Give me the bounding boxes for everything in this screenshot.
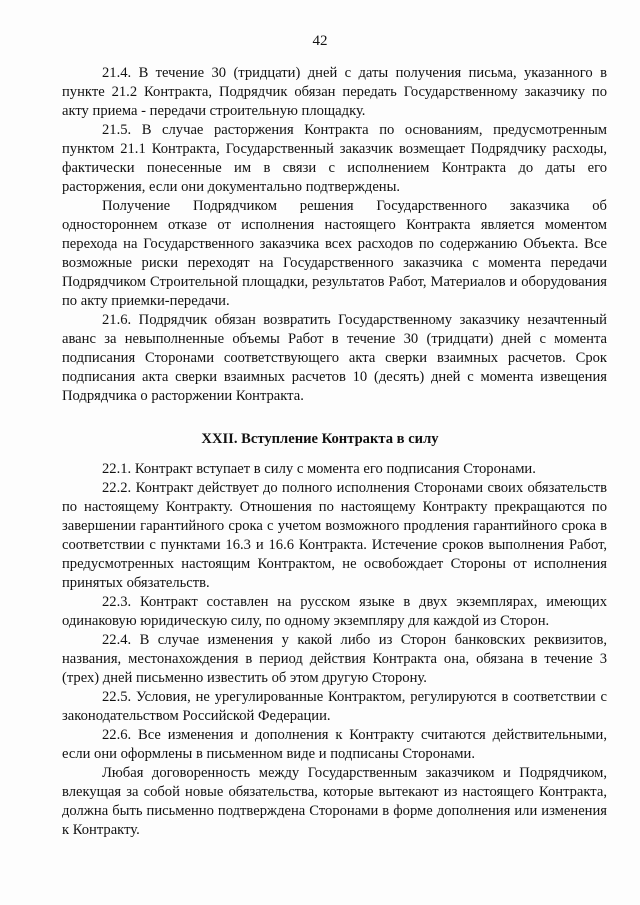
paragraph-22-2: 22.2. Контракт действует до полного исполнения Сторонами своих обязательств по настоящему Контракту. Отношения по настоящему Контракту прекращаются по завершении гарантийного срока с учетом возможного продления гарантийного срока в соответствии с пунктами 16.3 и 16.6 Контракта. Истечение сроков выполнения Работ, предусмотренных настоящим Контрактом, не освобождает Стороны от исполнения принятых обязательств. [62, 480, 607, 591]
section-22-body [62, 460, 607, 840]
section-21-body [62, 64, 607, 406]
paragraph-22-1: 22.1. Контракт вступает в силу с момента его подписания Сторонами. [102, 461, 536, 477]
paragraph-21-6: 21.6. Подрядчик обязан возвратить Государственному заказчику незачтенный аванс за невыполненные объемы Работ в течение 30 (тридцати) дней с момента подписания Сторонами соответствующего акта сверки взаимных расчетов. Срок подписания акта сверки взаимных расчетов 10 (десять) дней с момента извещения Подрядчика о расторжении Контракта. [62, 312, 607, 404]
paragraph-22-4: 22.4. В случае изменения у какой либо из Сторон банковских реквизитов, названия, местонахождения в период действия Контракта она, обязана в течение 3 (трех) дней письменно известить об этом другую Сторону. [62, 632, 607, 686]
paragraph-22-6-continued: Любая договоренность между Государственным заказчиком и Подрядчиком, влекущая за собой новые обязательства, которые вытекают из настоящего Контракта, должна быть письменно подтверждена Сторонами в форме дополнения или изменения к Контракту. [62, 765, 607, 838]
page-number: 42 [312, 33, 328, 49]
section-22-heading: XXII. Вступление Контракта в силу [201, 431, 439, 447]
paragraph-22-3: 22.3. Контракт составлен на русском языке в двух экземплярах, имеющих одинаковую юридическую силу, по одному экземпляру для каждой из Сторон. [62, 594, 607, 629]
paragraph-21-5: 21.5. В случае расторжения Контракта по основаниям, предусмотренным пунктом 21.1 Контракта, Государственный заказчик возмещает Подрядчику расходы, фактически понесенные им в связи с исполнением Контракта до даты его расторжения, если они документально подтверждены. [62, 122, 607, 195]
paragraph-22-5: 22.5. Условия, не урегулированные Контрактом, регулируются в соответствии с законодательством Российской Федерации. [62, 689, 607, 724]
paragraph-22-6: 22.6. Все изменения и дополнения к Контракту считаются действительными, если они оформлены в письменном виде и подписаны Сторонами. [62, 727, 607, 762]
paragraph-21-5-continued: Получение Подрядчиком решения Государственного заказчика об одностороннем отказе от исполнения настоящего Контракта является моментом перехода на Государственного заказчика всех расходов по содержанию Объекта. Все возможные риски переходят на Государственного заказчика с момента передачи Подрядчиком Строительной площадки, результатов Работ, Материалов и оборудования по акту приемки-передачи. [62, 198, 607, 309]
paragraph-21-4: 21.4. В течение 30 (тридцати) дней с даты получения письма, указанного в пункте 21.2 Контракта, Подрядчик обязан передать Государственному заказчику по акту приема - передачи строительную площадку. [62, 65, 607, 119]
